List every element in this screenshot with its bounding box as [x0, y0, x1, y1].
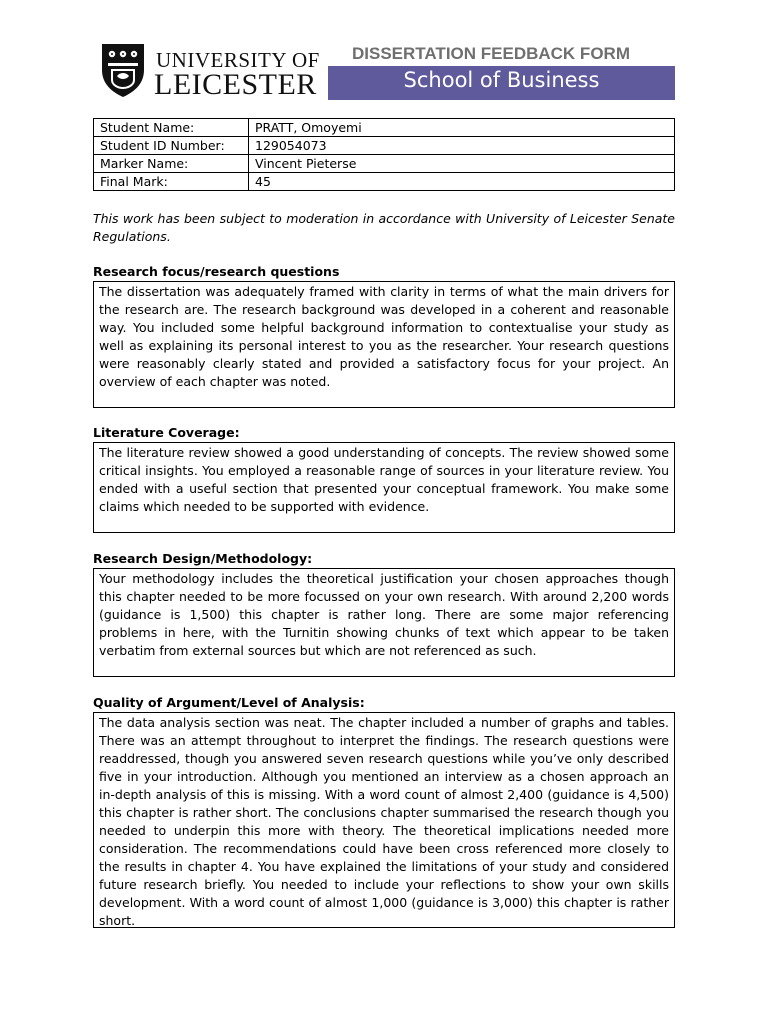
university-name-line2: LEICESTER — [154, 68, 317, 101]
student-name-value: PRATT, Omoyemi — [249, 119, 675, 137]
literature-coverage-feedback: The literature review showed a good understanding of concepts. The review showed some critical insights. You employed a reasonable range of sources in your literature review. You ended with a useful section that presented your conceptual framework. You make some claims which needed to be supported with evidence. — [93, 442, 675, 533]
research-focus-feedback: The dissertation was adequately framed with clarity in terms of what the main drivers for the research are. The research background was developed in a coherent and reasonable way. You included some helpful background information to contextualise your study as well as explaining its personal interest to you as the researcher. Your research questions were reasonably clearly stated and provided a satisfactory focus for your project. An overview of each chapter was noted. — [93, 281, 675, 408]
argument-analysis-heading: Quality of Argument/Level of Analysis: — [93, 695, 365, 710]
methodology-heading: Research Design/Methodology: — [93, 551, 313, 566]
school-name: School of Business — [403, 68, 600, 92]
marker-name-value: Vincent Pieterse — [249, 155, 675, 173]
form-title: DISSERTATION FEEDBACK FORM — [352, 44, 630, 63]
university-logo — [100, 42, 322, 100]
student-info-table — [93, 118, 675, 191]
table-row — [94, 119, 675, 137]
table-row — [94, 173, 675, 191]
moderation-note: This work has been subject to moderation in accordance with University of Leicester Senate Regulations. — [93, 211, 675, 244]
table-row — [94, 137, 675, 155]
research-focus-heading: Research focus/research questions — [93, 264, 340, 279]
university-shield-icon — [100, 42, 146, 98]
final-mark-value: 45 — [249, 173, 675, 191]
student-id-label: Student ID Number: — [94, 137, 249, 155]
argument-analysis-feedback: The data analysis section was neat. The chapter included a number of graphs and tables. There was an attempt throughout to interpret the findings. The research questions were readdressed, though you answered seven research questions while you’ve only described five in your introduction. Although you mentioned an interview as a chosen approach an in-depth analysis of this is missing. With a word count of almost 2,400 (guidance is 4,500) this chapter is rather short. The conclusions chapter summarised the research though you needed to underpin this more with theory. The theoretical implications needed more consideration. The recommendations could have been cross referenced more closely to the results in chapter 4. You have explained the limitations of your study and considered future research briefly. You needed to include your reflections to show your own skills development. With a word count of almost 1,000 (guidance is 3,000) this chapter is rather short. — [93, 712, 675, 928]
school-banner — [328, 66, 675, 100]
literature-coverage-heading: Literature Coverage: — [93, 425, 240, 440]
student-name-label: Student Name: — [94, 119, 249, 137]
table-row — [94, 155, 675, 173]
marker-name-label: Marker Name: — [94, 155, 249, 173]
student-id-value: 129054073 — [249, 137, 675, 155]
university-name-line1: UNIVERSITY OF — [156, 48, 320, 72]
final-mark-label: Final Mark: — [94, 173, 249, 191]
methodology-feedback: Your methodology includes the theoretical justification your chosen approaches though this chapter needed to be more focussed on your own research. With around 2,200 words (guidance is 1,500) this chapter is rather long. There are some major referencing problems in here, with the Turnitin showing chunks of text which appear to be taken verbatim from external sources but which are not referenced as such. — [93, 568, 675, 677]
